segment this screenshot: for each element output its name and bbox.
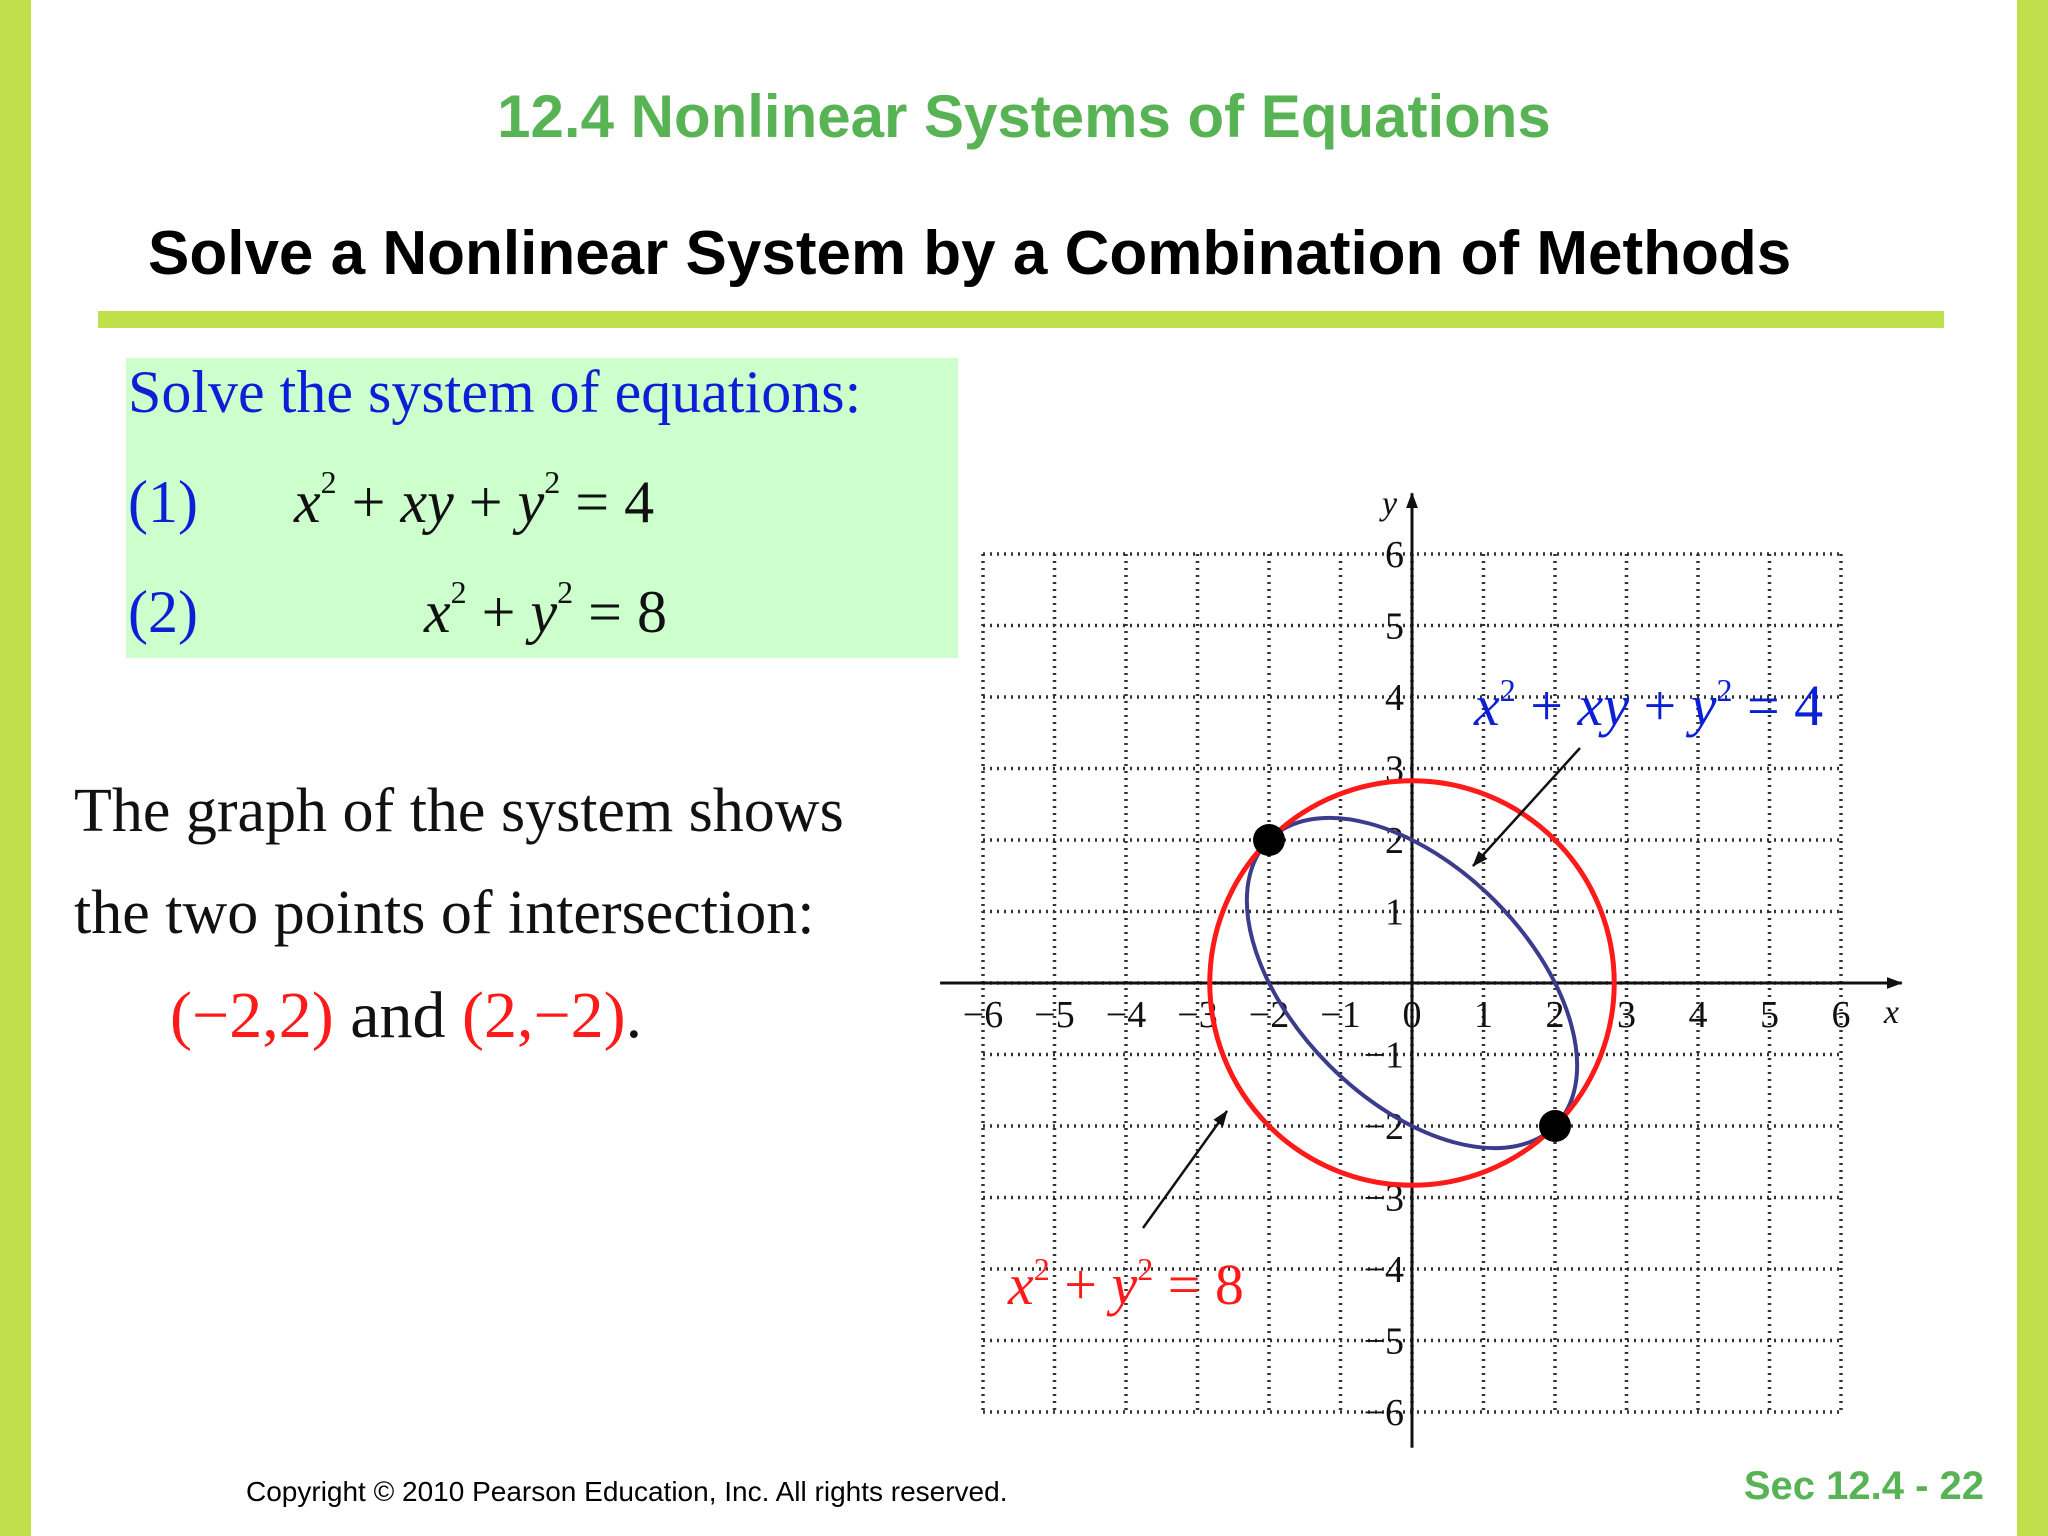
copyright-notice: Copyright © 2010 Pearson Education, Inc. All rights reserved. — [246, 1476, 1008, 1507]
equation-1: $x^2$ + xy + $y^2 = 4$ — [294, 464, 655, 535]
intersection-point — [1253, 824, 1285, 856]
intersection-points-text: (−2,2) and (2,−2). — [170, 979, 643, 1052]
x-tick-label: 5 — [1760, 994, 1779, 1036]
ellipse-equation-label: $x^2$ + xy + $y^2 = 4$ — [1474, 672, 1824, 738]
section-title: 12.4 Nonlinear Systems of Equations — [497, 83, 1551, 150]
x-tick-label: 1 — [1474, 994, 1493, 1036]
explanation-line-2: the two points of intersection: — [74, 879, 815, 947]
equation-1-label: (1) — [128, 469, 198, 535]
x-tick-label: −6 — [962, 994, 1004, 1036]
y-tick-label: 2 — [1385, 820, 1404, 862]
slide-heading: Solve a Nonlinear System by a Combination of Methods — [148, 219, 1792, 288]
y-tick-label: 1 — [1385, 891, 1404, 934]
x-tick-label: −5 — [1034, 994, 1075, 1036]
circle-label-arrow — [1143, 1111, 1227, 1228]
y-tick-label: −5 — [1363, 1320, 1404, 1363]
y-axis-label: y — [1382, 485, 1398, 523]
x-tick-label: −4 — [1105, 994, 1147, 1036]
intersection-point — [1539, 1110, 1571, 1142]
x-tick-label: 3 — [1617, 994, 1636, 1036]
x-axis-label: x — [1883, 994, 1899, 1031]
slide-number: Sec 12.4 - 22 — [1743, 1464, 1984, 1508]
y-tick-label: 3 — [1385, 748, 1404, 791]
x-tick-label: −1 — [1320, 994, 1361, 1036]
equation-2-label: (2) — [128, 579, 198, 645]
equation-2: $x^2 + y^2 = 8$ — [424, 574, 667, 645]
y-tick-label: −1 — [1363, 1034, 1404, 1077]
x-tick-label: 4 — [1688, 994, 1708, 1036]
explanation-line-1: The graph of the system shows — [74, 777, 844, 845]
x-tick-label: −2 — [1248, 994, 1290, 1036]
problem-prompt: Solve the system of equations: — [128, 359, 862, 425]
y-tick-label: −2 — [1363, 1106, 1404, 1148]
y-tick-label: 6 — [1385, 534, 1404, 576]
x-tick-label: 2 — [1545, 994, 1565, 1036]
x-tick-label: 0 — [1402, 994, 1422, 1036]
y-tick-label: 4 — [1385, 677, 1404, 719]
circle-equation-label: $x^2 + y^2 = 8$ — [1008, 1251, 1244, 1317]
x-tick-label: −3 — [1177, 994, 1218, 1036]
y-tick-label: 5 — [1385, 605, 1404, 648]
point-2: (2,−2) — [461, 979, 626, 1052]
x-tick-label: 6 — [1831, 994, 1851, 1036]
y-tick-label: −6 — [1363, 1392, 1404, 1434]
point-1: (−2,2) — [170, 979, 334, 1052]
y-tick-label: −3 — [1363, 1177, 1404, 1220]
y-tick-label: −4 — [1363, 1249, 1404, 1291]
